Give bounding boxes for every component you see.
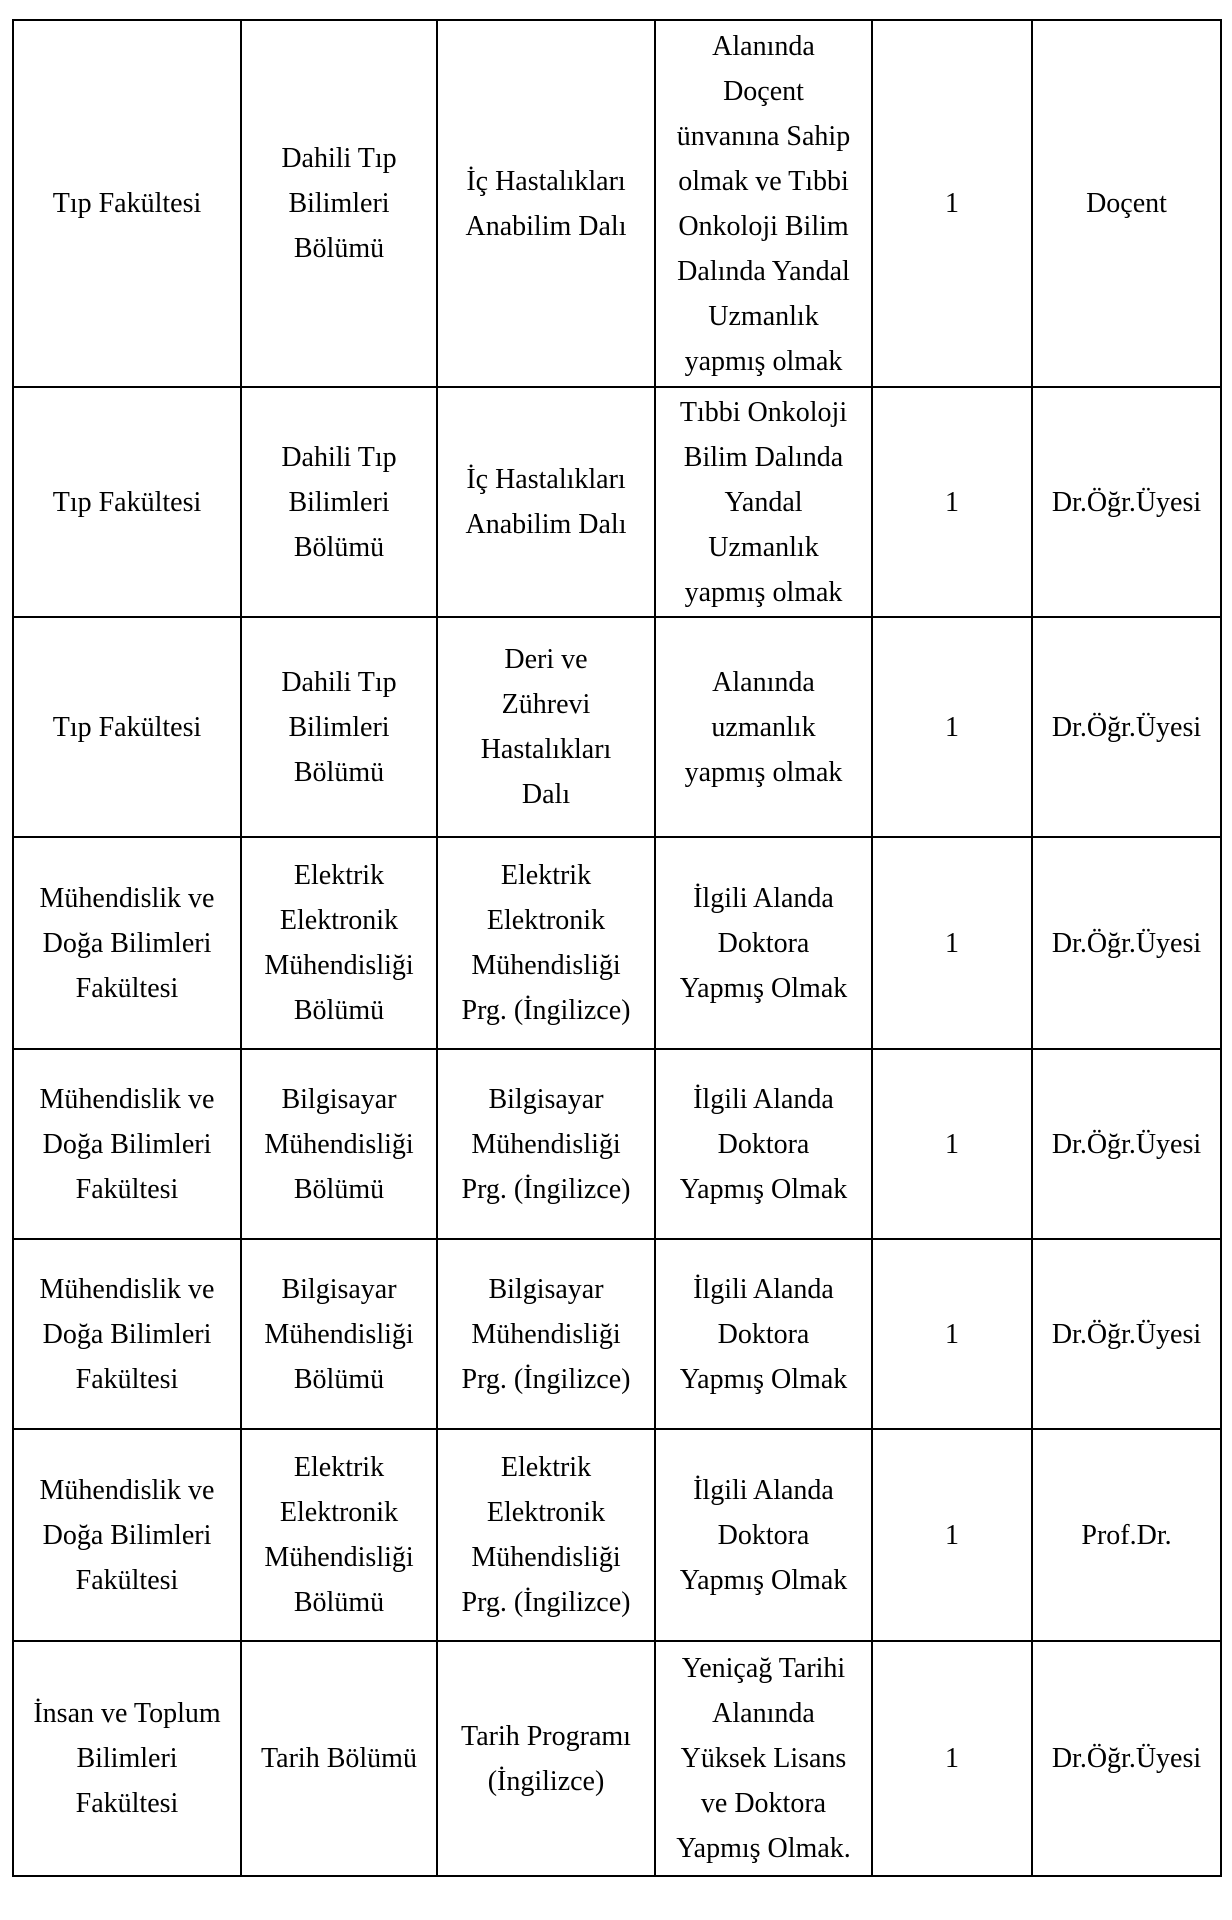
requirement-line: Dalında Yandal [677,255,850,287]
requirement-cell [655,617,872,837]
faculty-cell [13,20,241,387]
table-row [13,1049,1221,1239]
department-line: Elektronik [279,905,399,936]
faculty-line: Bilimleri [76,1743,178,1774]
department-line: Elektrik [293,1452,385,1483]
title-cell: Dr.Öğr.Üyesi [1032,617,1221,837]
faculty-cell [13,1641,241,1876]
department-line: Bölümü [293,1363,385,1395]
faculty-line: Tıp Fakültesi [52,486,202,518]
requirement-line: Doçent [723,75,804,107]
division-cell [437,1049,655,1239]
department-line: Dahili Tıp [281,441,397,473]
requirement-line: Uzmanlık [708,531,819,563]
count-cell: 1 [872,1641,1032,1876]
faculty-line: Tıp Fakültesi [52,188,202,219]
table-row [13,837,1221,1049]
department-line: Mühendisliği [264,1128,414,1160]
department-line: Mühendisliği [264,950,414,981]
division-line: Mühendisliği [471,1542,621,1573]
division-line: Bilgisayar [488,1083,604,1115]
table-row [13,1239,1221,1429]
count-cell: 1 [872,387,1032,617]
division-cell [437,837,655,1049]
faculty-line: Fakültesi [75,1363,179,1395]
requirement-line: ünvanına Sahip [676,120,851,152]
department-line: Bilimleri [288,711,390,743]
division-line: (İngilizce) [487,1765,605,1797]
division-line: Elektrik [500,1452,592,1483]
faculty-line: Mühendislik ve [39,1083,215,1115]
requirement-line: Yüksek Lisans [680,1743,847,1774]
requirement-line: İlgili Alanda [693,1474,834,1506]
title-cell: Dr.Öğr.Üyesi [1032,387,1221,617]
department-line: Bölümü [293,1173,385,1205]
division-line: Prg. (İngilizce) [461,1587,631,1618]
division-line: Elektrik [500,860,592,891]
requirement-cell [655,20,872,387]
division-cell [437,1429,655,1641]
department-line: Bölümü [293,756,385,788]
division-cell [437,1641,655,1876]
division-line: İç Hastalıkları [466,464,626,495]
department-cell [241,1641,437,1876]
count-cell: 1 [872,837,1032,1049]
department-cell [241,1049,437,1239]
requirement-cell [655,1239,872,1429]
requirement-line: Doktora [717,1318,810,1350]
requirement-line: Yandal [724,486,803,518]
department-line: Bilgisayar [281,1083,397,1115]
division-line: Prg. (İngilizce) [461,1173,631,1205]
division-line: Deri ve [504,644,588,675]
count-cell: 1 [872,1429,1032,1641]
requirement-line: Yapmış Olmak [679,1173,848,1205]
department-line: Tarih Bölümü [261,1743,417,1774]
title-cell: Dr.Öğr.Üyesi [1032,1239,1221,1429]
division-line: Prg. (İngilizce) [461,1363,631,1395]
count-cell: 1 [872,617,1032,837]
requirement-line: Doktora [717,1519,810,1551]
faculty-cell [13,387,241,617]
division-line: Bilgisayar [488,1273,604,1305]
division-line: Dalı [521,779,571,810]
requirement-cell [655,837,872,1049]
faculty-line: Doğa Bilimleri [42,1519,212,1551]
faculty-line: Doğa Bilimleri [42,1318,212,1350]
department-line: Dahili Tıp [281,143,397,174]
requirement-line: Uzmanlık [708,300,819,332]
department-cell [241,20,437,387]
division-line: Anabilim Dalı [465,210,627,242]
requirement-cell [655,1429,872,1641]
department-line: Mühendisliği [264,1318,414,1350]
faculty-cell [13,837,241,1049]
faculty-line: Fakültesi [75,972,179,1004]
department-cell [241,837,437,1049]
division-line: Prg. (İngilizce) [461,995,631,1026]
division-line: Mühendisliği [471,950,621,981]
faculty-line: Fakültesi [75,1788,179,1819]
title-cell: Dr.Öğr.Üyesi [1032,837,1221,1049]
requirement-line: Yapmış Olmak [679,972,848,1004]
department-cell [241,387,437,617]
requirement-line: ve Doktora [700,1788,827,1819]
requirement-line: Doktora [717,927,810,959]
requirement-line: İlgili Alanda [693,1083,834,1115]
requirement-line: İlgili Alanda [693,882,834,914]
count-cell: 1 [872,1049,1032,1239]
requirement-cell [655,387,872,617]
department-line: Elektrik [293,860,385,891]
requirement-line: Doktora [717,1128,810,1160]
requirement-line: Yapmış Olmak. [676,1833,851,1864]
requirement-cell [655,1049,872,1239]
division-line: Zührevi [501,689,591,720]
division-cell [437,20,655,387]
requirement-line: yapmış olmak [684,576,843,608]
requirement-line: Alanında [712,666,815,698]
faculty-cell [13,1429,241,1641]
division-line: Elektronik [486,905,606,936]
faculty-line: Mühendislik ve [39,882,215,914]
requirement-line: Tıbbi Onkoloji [679,396,848,428]
department-line: Bilgisayar [281,1273,397,1305]
requirement-line: yapmış olmak [684,345,843,377]
table-row [13,387,1221,617]
division-line: Mühendisliği [471,1128,621,1160]
faculty-cell [13,1239,241,1429]
positions-table [12,19,1222,1877]
division-cell [437,617,655,837]
requirement-line: İlgili Alanda [693,1273,834,1305]
division-line: Tarih Programı [461,1720,631,1752]
requirement-line: Onkoloji Bilim [678,210,849,242]
count-cell: 1 [872,20,1032,387]
positions-table-body [13,20,1221,1876]
department-line: Elektronik [279,1497,399,1528]
faculty-line: Mühendislik ve [39,1474,215,1506]
faculty-cell [13,617,241,837]
department-line: Bölümü [293,1587,385,1618]
faculty-line: Doğa Bilimleri [42,1128,212,1160]
title-cell: Dr.Öğr.Üyesi [1032,1049,1221,1239]
department-line: Bölümü [293,995,385,1026]
requirement-line: Yeniçağ Tarihi [681,1653,846,1684]
count-cell: 1 [872,1239,1032,1429]
division-line: Elektronik [486,1497,606,1528]
title-cell: Dr.Öğr.Üyesi [1032,1641,1221,1876]
faculty-cell [13,1049,241,1239]
table-row [13,1429,1221,1641]
table-row [13,1641,1221,1876]
table-row [13,20,1221,387]
department-line: Mühendisliği [264,1542,414,1573]
division-line: Anabilim Dalı [465,509,627,540]
requirement-line: uzmanlık [711,711,816,743]
department-line: Dahili Tıp [281,666,397,698]
division-line: İç Hastalıkları [466,165,626,197]
division-line: Hastalıkları [480,734,612,765]
faculty-line: İnsan ve Toplum [33,1698,221,1729]
department-line: Bölümü [293,531,385,563]
division-line: Mühendisliği [471,1318,621,1350]
requirement-cell [655,1641,872,1876]
faculty-line: Fakültesi [75,1173,179,1205]
requirement-line: Alanında [712,30,815,62]
department-line: Bilimleri [288,486,390,518]
requirement-line: Yapmış Olmak [679,1363,848,1395]
requirement-line: olmak ve Tıbbi [678,165,849,197]
faculty-line: Tıp Fakültesi [52,711,202,743]
requirement-line: Alanında [712,1698,815,1729]
requirement-line: Bilim Dalında [683,441,844,473]
faculty-line: Mühendislik ve [39,1273,215,1305]
faculty-line: Doğa Bilimleri [42,927,212,959]
faculty-line: Fakültesi [75,1564,179,1596]
department-line: Bölümü [293,233,385,264]
requirement-line: yapmış olmak [684,756,843,788]
table-row [13,617,1221,837]
department-cell [241,1429,437,1641]
title-cell: Doçent [1032,20,1221,387]
title-cell: Prof.Dr. [1032,1429,1221,1641]
department-cell [241,617,437,837]
requirement-line: Yapmış Olmak [679,1564,848,1596]
department-cell [241,1239,437,1429]
department-line: Bilimleri [288,188,390,219]
division-cell [437,1239,655,1429]
division-cell [437,387,655,617]
